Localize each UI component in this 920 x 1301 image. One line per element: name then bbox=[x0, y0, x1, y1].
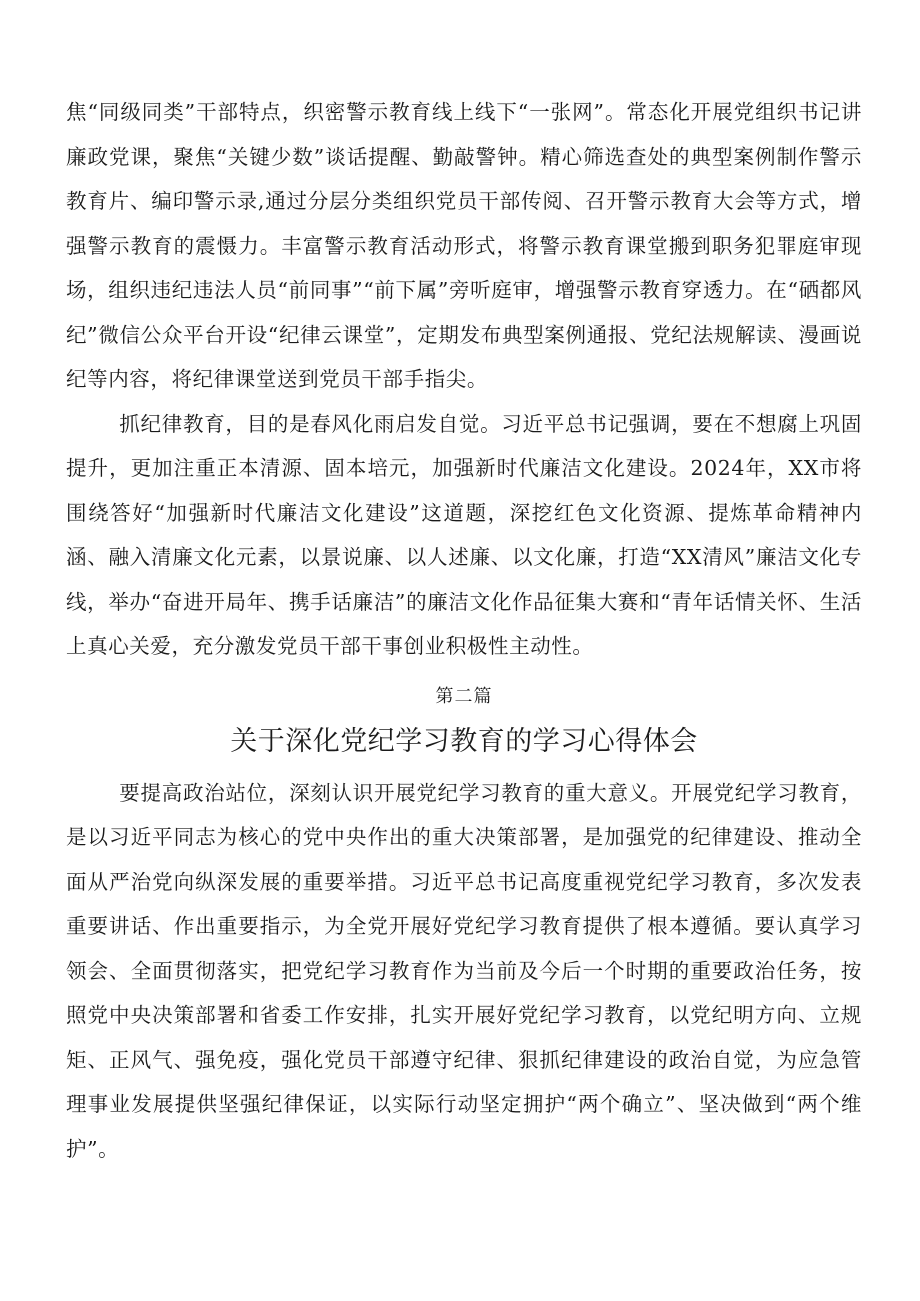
document-page bbox=[66, 90, 862, 1171]
section-title: 关于深化党纪学习教育的学习心得体会 bbox=[230, 725, 698, 757]
body-paragraph-1: 焦“同级同类”干部特点，织密警示教育线上线下“一张网”。常态化开展党组织书记讲廉政党课，聚焦“关键少数”谈话提醒、勤敲警钟。精心筛选查处的典型案例制作警示教育片、编印警示录,通过分层分类组织党员干部传阅、召开警示教育大会等方式，增强警示教育的震慑力。丰富警示教育活动形式，将警示教育课堂搬到职务犯罪庭审现场，组织违纪违法人员“前同事”“前下属”旁听庭审，增强警示教育穿透力。在“硒都风纪”微信公众平台开设“纪律云课堂”，定期发布典型案例通报、党纪法规解读、漫画说纪等内容，将纪律课堂送到党员干部手指尖。 bbox=[66, 100, 862, 391]
body-paragraph-3: 要提高政治站位，深刻认识开展党纪学习教育的重大意义。开展党纪学习教育，是以习近平同志为核心的党中央作出的重大决策部署，是加强党的纪律建设、推动全面从严治党向纵深发展的重要举措。习近平总书记高度重视党纪学习教育，多次发表重要讲话、作出重要指示，为全党开展好党纪学习教育提供了根本遵循。要认真学习领会、全面贯彻落实，把党纪学习教育作为当前及今后一个时期的重要政治任务，按照党中央决策部署和省委工作安排，扎实开展好党纪学习教育，以党纪明方向、立规矩、正风气、强免疫，强化党员干部遵守纪律、狠抓纪律建设的政治自觉，为应急管理事业发展提供坚强纪律保证，以实际行动坚定拥护“两个确立”、坚决做到“两个维护”。 bbox=[66, 780, 862, 1161]
body-paragraph-2: 抓纪律教育，目的是春风化雨启发自觉。习近平总书记强调，要在不想腐上巩固提升，更加注重正本清源、固本培元，加强新时代廉洁文化建设。2024年，XX市将围绕答好“加强新时代廉洁文化建设”这道题，深挖红色文化资源、提炼革命精神内涵、融入清廉文化元素，以景说廉、以人述廉、以文化廉，打造“XX清风”廉洁文化专线，举办“奋进开局年、携手话廉洁”的廉洁文化作品征集大赛和“青年话情关怀、生活上真心关爱，充分激发党员干部干事创业积极性主动性。 bbox=[66, 411, 862, 658]
section-label: 第二篇 bbox=[435, 685, 493, 707]
